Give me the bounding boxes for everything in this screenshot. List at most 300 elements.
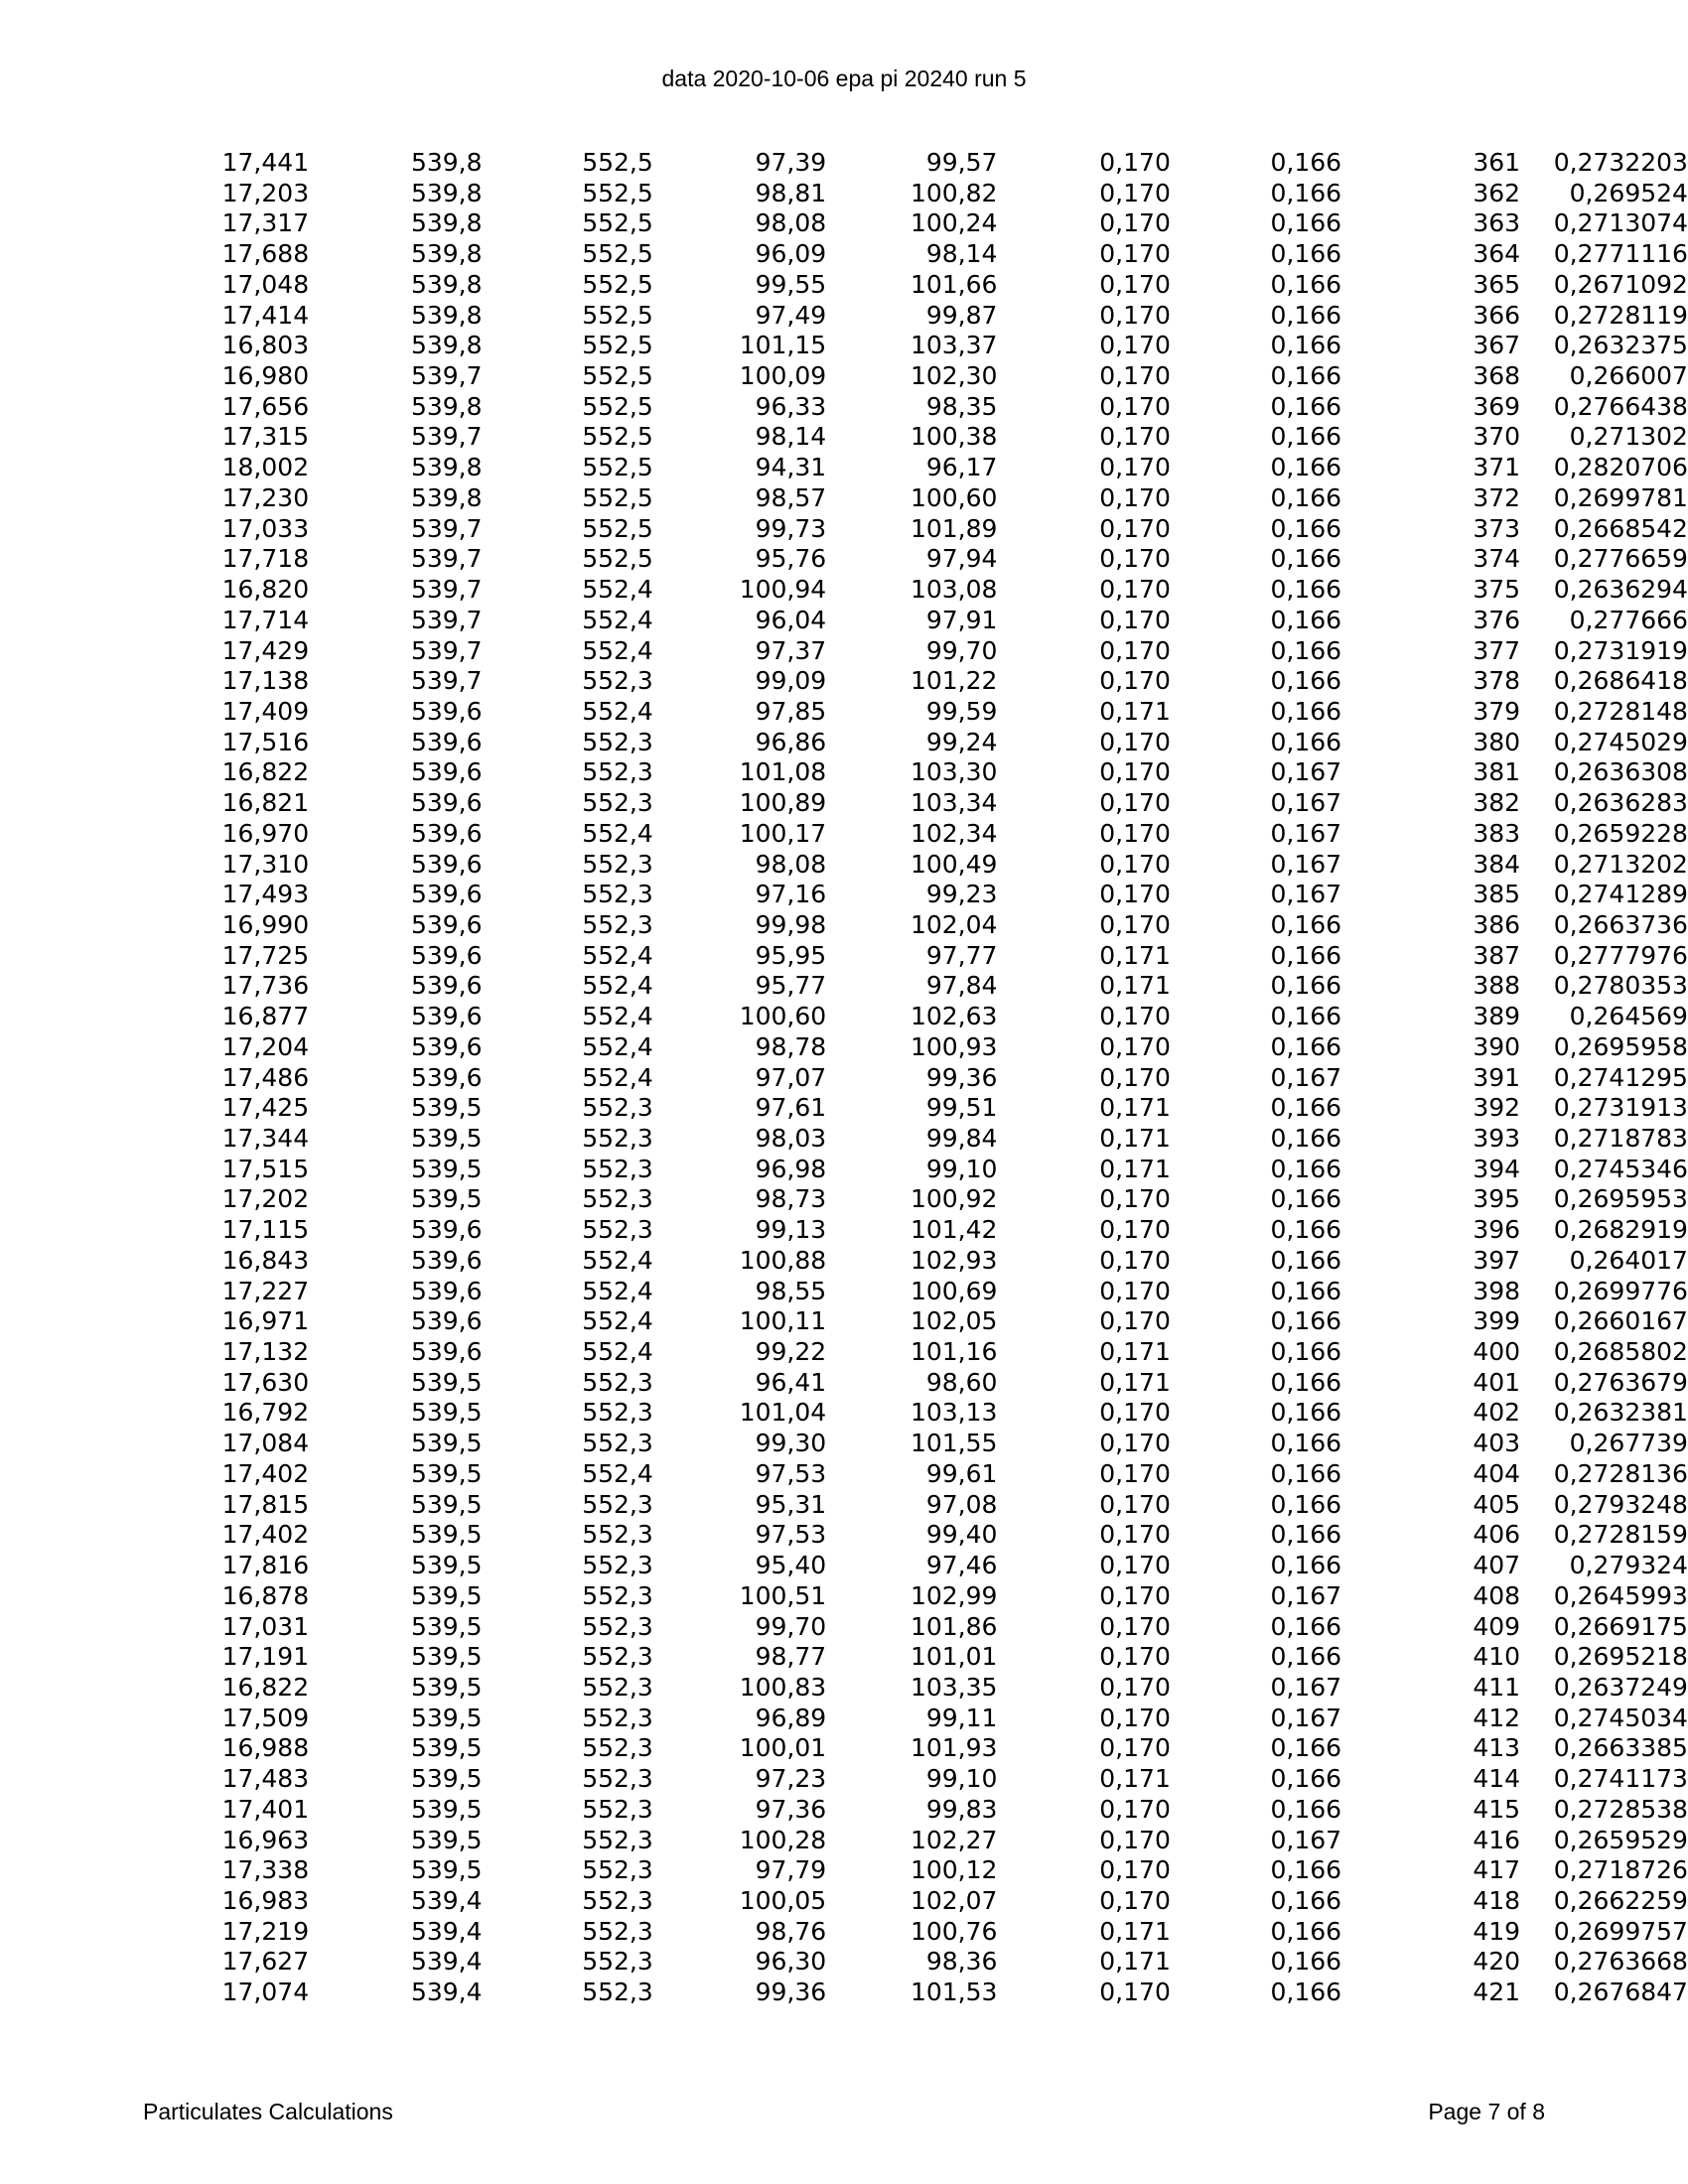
table-row [0,1459,1688,1490]
table-cell: 101,89 [910,513,998,543]
table-cell: 552,4 [582,1458,653,1488]
table-row [0,971,1688,1002]
table-cell: 411 [1473,1672,1521,1702]
table-cell: 0,167 [1270,1825,1342,1854]
table-cell: 0,166 [1270,909,1342,939]
table-cell: 0,170 [1099,239,1171,269]
table-cell: 0,2766438 [1553,391,1688,421]
table-cell: 0,171 [1099,1764,1171,1794]
table-cell: 552,3 [582,1215,653,1245]
table-cell: 99,83 [925,1794,998,1824]
table-row [0,728,1688,758]
table-cell: 0,166 [1270,1733,1342,1763]
table-cell: 0,170 [1099,849,1171,879]
table-cell: 552,5 [582,544,653,574]
table-cell: 0,2663736 [1553,909,1688,939]
table-cell: 95,95 [755,940,827,970]
table-cell: 0,2731913 [1553,1093,1688,1123]
table-cell: 0,167 [1270,788,1342,818]
table-cell: 379 [1473,696,1521,726]
table-cell: 0,2728159 [1553,1520,1688,1550]
table-cell: 0,170 [1099,1062,1171,1092]
table-cell: 0,2776659 [1553,544,1688,574]
table-cell: 407 [1473,1551,1521,1580]
table-cell: 0,166 [1270,696,1342,726]
table-cell: 101,08 [739,757,827,787]
table-cell: 391 [1473,1062,1521,1092]
table-cell: 552,3 [582,1916,653,1946]
table-cell: 0,166 [1270,635,1342,665]
table-cell: 539,5 [410,1551,483,1580]
table-cell: 0,171 [1099,1337,1171,1367]
table-cell: 0,166 [1270,269,1342,299]
table-cell: 101,15 [739,331,827,360]
table-cell: 0,166 [1270,513,1342,543]
table-cell: 0,170 [1099,1551,1171,1580]
table-cell: 17,515 [221,1154,310,1183]
table-cell: 16,963 [221,1825,310,1854]
table-cell: 385 [1473,880,1521,909]
table-cell: 552,3 [582,1398,653,1428]
table-cell: 552,3 [582,1551,653,1580]
table-row [0,1978,1688,2008]
table-row [0,270,1688,301]
table-cell: 0,170 [1099,1489,1171,1519]
table-cell: 16,970 [221,818,310,848]
table-row [0,179,1688,209]
data-table [0,148,1688,2008]
table-cell: 97,94 [925,544,998,574]
table-cell: 539,6 [410,1306,483,1336]
table-cell: 99,57 [925,148,998,177]
table-cell: 552,3 [582,880,653,909]
table-row [0,666,1688,697]
table-cell: 539,6 [410,1276,483,1305]
table-cell: 17,204 [221,1031,310,1061]
table-cell: 0,2820706 [1553,453,1688,482]
table-cell: 539,8 [410,300,483,330]
table-cell: 99,51 [925,1093,998,1123]
table-cell: 552,4 [582,1031,653,1061]
table-cell: 0,171 [1099,1947,1171,1977]
table-cell: 99,61 [925,1458,998,1488]
table-cell: 0,166 [1270,422,1342,452]
table-cell: 0,166 [1270,940,1342,970]
table-cell: 0,166 [1270,605,1342,634]
table-cell: 97,37 [755,635,827,665]
table-cell: 552,3 [582,1093,653,1123]
table-cell: 552,3 [582,1580,653,1610]
table-cell: 539,6 [410,788,483,818]
table-row [0,544,1688,575]
table-cell: 0,166 [1270,1398,1342,1428]
table-cell: 0,170 [1099,300,1171,330]
table-cell: 0,166 [1270,1489,1342,1519]
table-cell: 102,04 [910,909,998,939]
table-row [0,1337,1688,1368]
table-row [0,148,1688,179]
table-cell: 97,23 [755,1764,827,1794]
table-cell: 396 [1473,1215,1521,1245]
table-cell: 0,264569 [1569,1002,1688,1031]
table-cell: 0,166 [1270,1276,1342,1305]
table-cell: 539,6 [410,1215,483,1245]
table-cell: 552,3 [582,1825,653,1854]
table-cell: 0,2662259 [1553,1885,1688,1915]
table-row [0,1246,1688,1277]
table-cell: 0,166 [1270,1124,1342,1153]
table-row [0,1155,1688,1185]
table-cell: 98,60 [925,1367,998,1397]
table-cell: 100,38 [910,422,998,452]
table-cell: 382 [1473,788,1521,818]
table-row [0,1642,1688,1673]
table-cell: 99,23 [925,880,998,909]
table-cell: 0,271302 [1569,422,1688,452]
table-cell: 0,170 [1099,1580,1171,1610]
table-cell: 0,166 [1270,1611,1342,1641]
table-cell: 0,2763668 [1553,1947,1688,1977]
table-cell: 386 [1473,909,1521,939]
table-cell: 95,40 [755,1551,827,1580]
table-cell: 0,166 [1270,1031,1342,1061]
table-cell: 0,170 [1099,1611,1171,1641]
table-cell: 0,166 [1270,453,1342,482]
table-row [0,1855,1688,1886]
table-cell: 539,6 [410,818,483,848]
table-cell: 539,5 [410,1733,483,1763]
table-cell: 99,70 [925,635,998,665]
table-cell: 552,3 [582,666,653,696]
table-cell: 100,92 [910,1184,998,1214]
table-cell: 552,3 [582,1794,653,1824]
table-cell: 0,2637249 [1553,1672,1688,1702]
table-cell: 0,166 [1270,1215,1342,1245]
table-cell: 409 [1473,1611,1521,1641]
table-cell: 368 [1473,361,1521,391]
table-row [0,941,1688,972]
table-cell: 539,6 [410,971,483,1001]
table-cell: 384 [1473,849,1521,879]
table-cell: 539,5 [410,1429,483,1458]
table-cell: 375 [1473,575,1521,605]
table-cell: 17,425 [221,1093,310,1123]
table-cell: 552,3 [582,1124,653,1153]
table-cell: 0,2660167 [1553,1306,1688,1336]
table-cell: 17,483 [221,1764,310,1794]
table-cell: 97,53 [755,1520,827,1550]
table-cell: 0,2636283 [1553,788,1688,818]
table-cell: 0,170 [1099,818,1171,848]
table-cell: 0,2669175 [1553,1611,1688,1641]
table-cell: 17,203 [221,178,310,207]
table-cell: 0,2741173 [1553,1764,1688,1794]
table-cell: 0,166 [1270,1520,1342,1550]
table-cell: 539,7 [410,361,483,391]
table-cell: 0,2699781 [1553,482,1688,512]
table-cell: 97,39 [755,148,827,177]
table-cell: 0,170 [1099,788,1171,818]
table-cell: 0,2741289 [1553,880,1688,909]
table-cell: 0,2728136 [1553,1458,1688,1488]
table-cell: 0,269524 [1569,178,1688,207]
table-cell: 17,493 [221,880,310,909]
table-cell: 539,8 [410,391,483,421]
table-cell: 552,3 [582,1885,653,1915]
table-cell: 0,170 [1099,1245,1171,1275]
table-cell: 98,81 [755,178,827,207]
table-cell: 539,5 [410,1520,483,1550]
table-cell: 539,5 [410,1703,483,1732]
table-cell: 97,61 [755,1093,827,1123]
table-cell: 99,36 [755,1978,827,2007]
table-cell: 406 [1473,1520,1521,1550]
table-row [0,910,1688,941]
table-cell: 102,99 [910,1580,998,1610]
table-cell: 380 [1473,727,1521,756]
table-cell: 17,048 [221,269,310,299]
table-cell: 16,792 [221,1398,310,1428]
table-cell: 0,171 [1099,971,1171,1001]
table-cell: 100,89 [739,788,827,818]
table-cell: 18,002 [221,453,310,482]
table-cell: 17,718 [221,544,310,574]
table-cell: 16,983 [221,1885,310,1915]
table-cell: 0,2676847 [1553,1978,1688,2007]
table-cell: 0,2671092 [1553,269,1688,299]
table-cell: 419 [1473,1916,1521,1946]
table-cell: 539,5 [410,1764,483,1794]
table-cell: 420 [1473,1947,1521,1977]
table-cell: 101,42 [910,1215,998,1245]
table-cell: 0,166 [1270,1093,1342,1123]
table-cell: 101,22 [910,666,998,696]
table-row [0,1704,1688,1734]
table-row [0,1551,1688,1581]
table-cell: 17,429 [221,635,310,665]
table-cell: 552,3 [582,1947,653,1977]
footer-document-title: Particulates Calculations [143,2099,393,2124]
table-cell: 0,2793248 [1553,1489,1688,1519]
table-cell: 371 [1473,453,1521,482]
table-cell: 0,2659228 [1553,818,1688,848]
table-cell: 0,166 [1270,1429,1342,1458]
table-cell: 100,83 [739,1672,827,1702]
table-cell: 552,5 [582,391,653,421]
table-cell: 16,822 [221,1672,310,1702]
table-cell: 101,04 [739,1398,827,1428]
table-cell: 412 [1473,1703,1521,1732]
table-row [0,483,1688,514]
table-cell: 539,5 [410,1794,483,1824]
table-cell: 376 [1473,605,1521,634]
table-cell: 97,91 [925,605,998,634]
table-cell: 539,4 [410,1916,483,1946]
table-cell: 0,170 [1099,1215,1171,1245]
table-cell: 421 [1473,1978,1521,2007]
table-cell: 369 [1473,391,1521,421]
table-cell: 539,7 [410,666,483,696]
table-cell: 102,63 [910,1002,998,1031]
table-cell: 0,2695953 [1553,1184,1688,1214]
table-cell: 539,4 [410,1947,483,1977]
table-cell: 95,31 [755,1489,827,1519]
table-cell: 0,170 [1099,1429,1171,1458]
table-cell: 539,6 [410,1062,483,1092]
table-cell: 0,170 [1099,1642,1171,1672]
table-row [0,1032,1688,1063]
table-row [0,1520,1688,1551]
table-cell: 397 [1473,1245,1521,1275]
table-cell: 552,3 [582,1703,653,1732]
table-cell: 99,13 [755,1215,827,1245]
table-cell: 552,3 [582,1184,653,1214]
table-cell: 539,5 [410,1124,483,1153]
table-cell: 101,93 [910,1733,998,1763]
table-cell: 0,171 [1099,1916,1171,1946]
table-cell: 539,7 [410,513,483,543]
table-cell: 539,8 [410,331,483,360]
table-cell: 101,86 [910,1611,998,1641]
table-row [0,1612,1688,1643]
table-cell: 0,167 [1270,818,1342,848]
table-cell: 0,166 [1270,1367,1342,1397]
table-cell: 552,3 [582,1978,653,2007]
table-cell: 16,821 [221,788,310,818]
table-cell: 0,166 [1270,1306,1342,1336]
table-cell: 539,6 [410,1031,483,1061]
table-cell: 16,980 [221,361,310,391]
table-cell: 539,5 [410,1093,483,1123]
table-cell: 17,338 [221,1855,310,1885]
table-cell: 0,279324 [1569,1551,1688,1580]
table-cell: 97,84 [925,971,998,1001]
table-cell: 97,49 [755,300,827,330]
table-cell: 418 [1473,1885,1521,1915]
table-cell: 100,69 [910,1276,998,1305]
table-cell: 0,166 [1270,1642,1342,1672]
table-cell: 99,22 [755,1337,827,1367]
table-cell: 96,89 [755,1703,827,1732]
table-cell: 0,166 [1270,1154,1342,1183]
table-cell: 101,16 [910,1337,998,1367]
table-cell: 0,264017 [1569,1245,1688,1275]
table-row [0,1124,1688,1155]
table-cell: 370 [1473,422,1521,452]
table-cell: 539,5 [410,1642,483,1672]
table-cell: 374 [1473,544,1521,574]
table-cell: 0,166 [1270,1764,1342,1794]
table-cell: 96,98 [755,1154,827,1183]
table-cell: 0,170 [1099,1031,1171,1061]
table-cell: 0,171 [1099,1093,1171,1123]
table-cell: 17,138 [221,666,310,696]
table-cell: 0,166 [1270,331,1342,360]
table-cell: 0,167 [1270,880,1342,909]
table-cell: 16,820 [221,575,310,605]
table-cell: 0,166 [1270,1458,1342,1488]
table-cell: 96,30 [755,1947,827,1977]
table-cell: 539,7 [410,575,483,605]
table-cell: 539,4 [410,1978,483,2007]
table-cell: 0,171 [1099,696,1171,726]
table-cell: 100,01 [739,1733,827,1763]
table-cell: 0,166 [1270,391,1342,421]
table-cell: 393 [1473,1124,1521,1153]
table-row [0,1826,1688,1856]
table-cell: 98,08 [755,849,827,879]
table-cell: 100,93 [910,1031,998,1061]
table-cell: 0,266007 [1569,361,1688,391]
table-cell: 100,24 [910,208,998,238]
page-header-title: data 2020-10-06 epa pi 20240 run 5 [661,66,1027,91]
table-row [0,331,1688,361]
table-cell: 552,3 [582,1429,653,1458]
table-cell: 539,6 [410,1337,483,1367]
table-cell: 539,6 [410,909,483,939]
table-body [0,148,1688,2008]
table-cell: 552,4 [582,1002,653,1031]
table-cell: 552,3 [582,1520,653,1550]
table-cell: 552,3 [582,1855,653,1885]
table-row [0,453,1688,483]
table-cell: 552,5 [582,361,653,391]
table-row [0,697,1688,728]
table-cell: 100,60 [910,482,998,512]
table-cell: 99,84 [925,1124,998,1153]
table-cell: 0,277666 [1569,605,1688,634]
table-cell: 0,2695218 [1553,1642,1688,1672]
table-cell: 97,07 [755,1062,827,1092]
table-cell: 552,4 [582,1062,653,1092]
table-cell: 552,5 [582,208,653,238]
table-cell: 17,725 [221,940,310,970]
table-cell: 552,3 [582,1642,653,1672]
table-cell: 0,166 [1270,482,1342,512]
table-cell: 103,13 [910,1398,998,1428]
table-cell: 17,516 [221,727,310,756]
table-cell: 0,167 [1270,1062,1342,1092]
table-cell: 17,202 [221,1184,310,1214]
table-row [0,301,1688,332]
table-row [0,1002,1688,1032]
table-cell: 100,09 [739,361,827,391]
table-cell: 17,409 [221,696,310,726]
table-row [0,606,1688,636]
table-cell: 552,3 [582,1672,653,1702]
table-cell: 552,4 [582,1276,653,1305]
table-cell: 0,166 [1270,1002,1342,1031]
table-cell: 0,170 [1099,361,1171,391]
table-cell: 0,166 [1270,1855,1342,1885]
table-cell: 552,5 [582,239,653,269]
table-cell: 103,34 [910,788,998,818]
table-cell: 98,77 [755,1642,827,1672]
table-cell: 100,05 [739,1885,827,1915]
table-cell: 552,4 [582,1337,653,1367]
table-cell: 0,166 [1270,1337,1342,1367]
table-row [0,1215,1688,1246]
table-cell: 0,2685802 [1553,1337,1688,1367]
table-cell: 0,170 [1099,1398,1171,1428]
table-cell: 552,4 [582,1245,653,1275]
table-cell: 101,55 [910,1429,998,1458]
table-cell: 0,166 [1270,575,1342,605]
table-cell: 16,990 [221,909,310,939]
table-cell: 0,170 [1099,513,1171,543]
table-cell: 99,73 [755,513,827,543]
table-cell: 98,14 [755,422,827,452]
